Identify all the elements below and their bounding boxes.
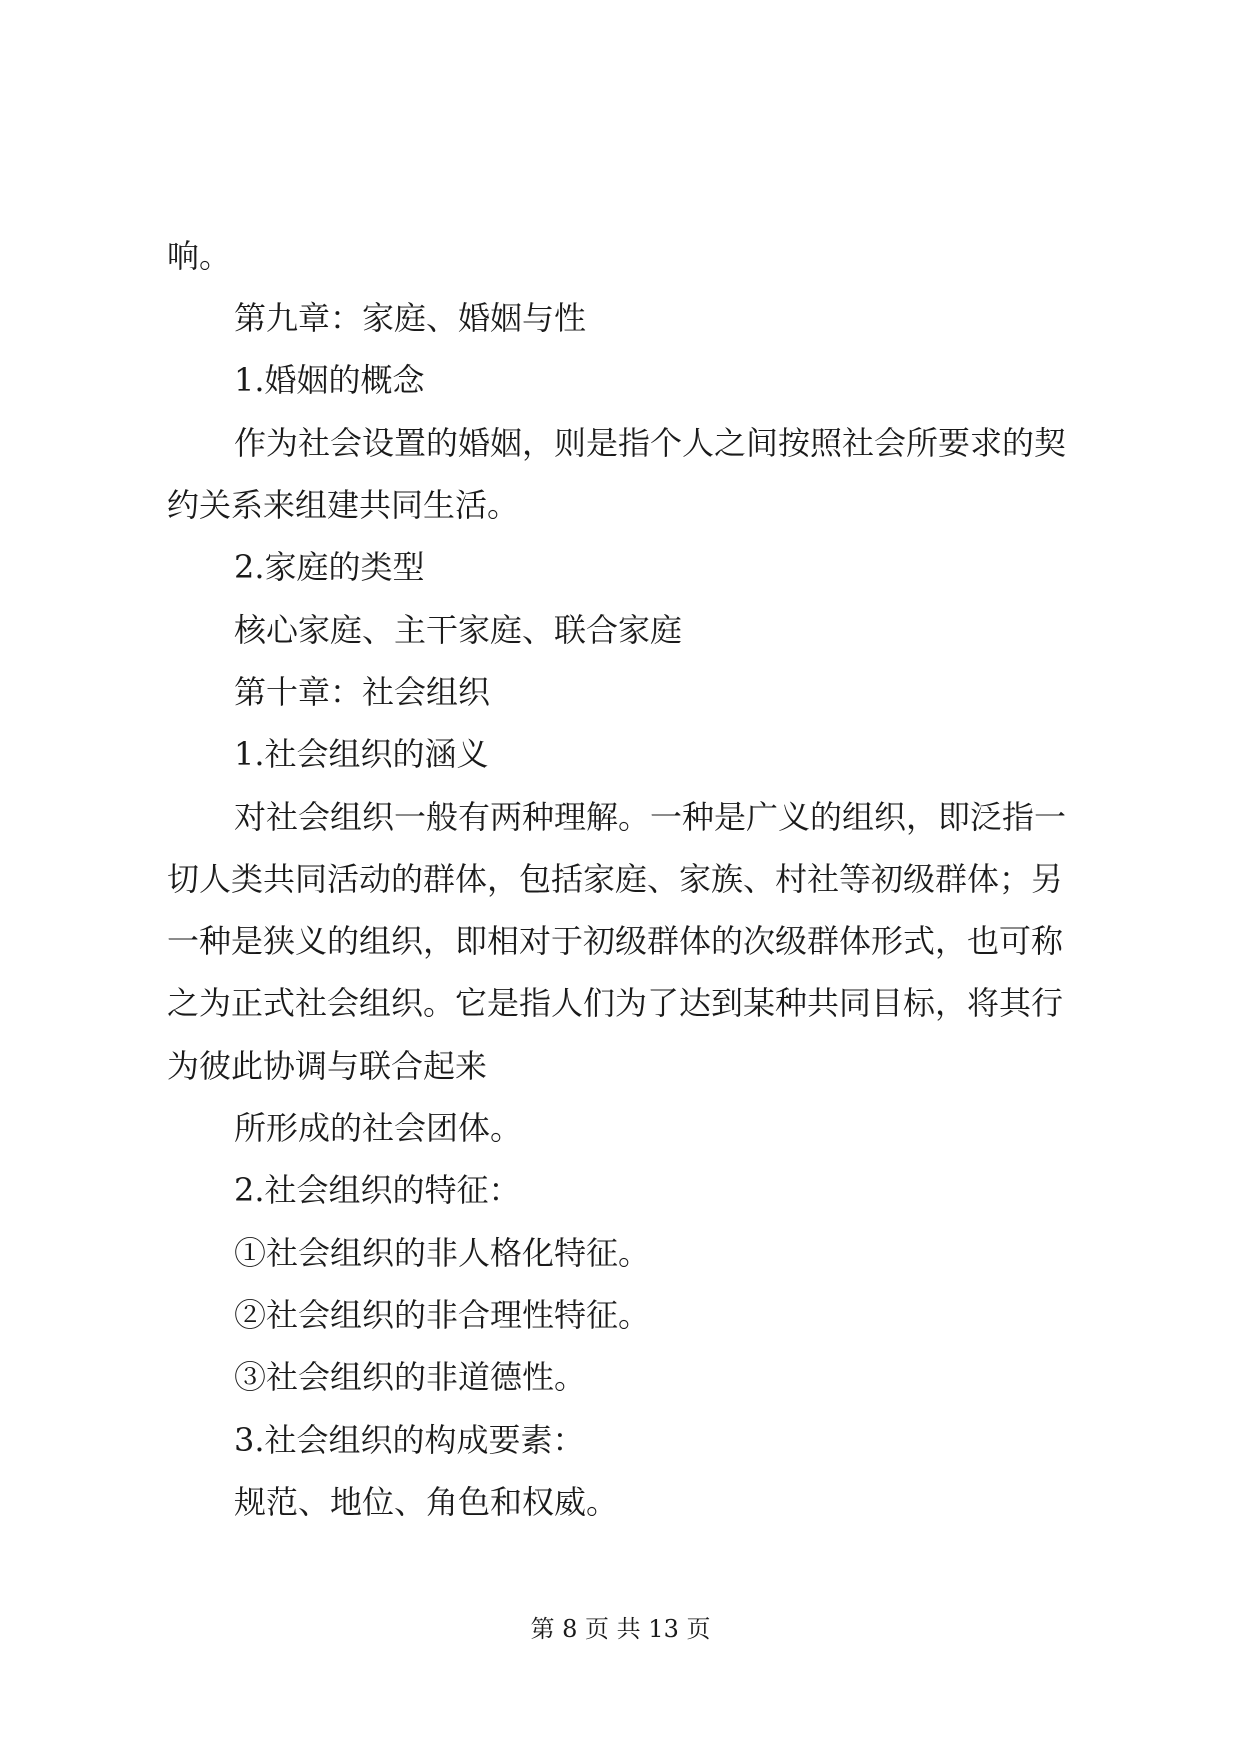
text-line-continuation: 响。 [167,237,232,275]
paragraph-line: 约关系来组建共同生活。 [167,486,520,524]
paragraph-line: 规范、地位、角色和权威。 [234,1483,619,1521]
list-item: ③社会组织的非道德性。 [234,1358,587,1396]
paragraph-line: 所形成的社会团体。 [234,1109,523,1147]
section-heading-organization-meaning: 1.社会组织的涵义 [234,735,489,773]
list-item: ①社会组织的非人格化特征。 [234,1234,651,1272]
chapter-10-heading: 第十章：社会组织 [234,673,491,711]
paragraph-line: 作为社会设置的婚姻，则是指个人之间按照社会所要求的契 [234,424,1067,462]
section-heading-organization-features: 2.社会组织的特征： [234,1171,521,1209]
paragraph-line: 一种是狭义的组织，即相对于初级群体的次级群体形式，也可称 [167,922,1064,960]
paragraph-line: 之为正式社会组织。它是指人们为了达到某种共同目标，将其行 [167,984,1064,1022]
paragraph-line: 为彼此协调与联合起来 [167,1047,488,1085]
section-heading-family-types: 2.家庭的类型 [234,548,425,586]
page-footer: 第 8 页 共 13 页 [530,1615,711,1643]
chapter-9-heading: 第九章：家庭、婚姻与性 [234,299,587,337]
paragraph-line: 切人类共同活动的群体，包括家庭、家族、村社等初级群体；另 [167,860,1064,898]
section-heading-organization-elements: 3.社会组织的构成要素： [234,1421,585,1459]
section-heading-marriage-concept: 1.婚姻的概念 [234,361,425,399]
paragraph-line: 对社会组织一般有两种理解。一种是广义的组织，即泛指一 [234,798,1067,836]
paragraph-line: 核心家庭、主干家庭、联合家庭 [234,611,683,649]
list-item: ②社会组织的非合理性特征。 [234,1296,651,1334]
